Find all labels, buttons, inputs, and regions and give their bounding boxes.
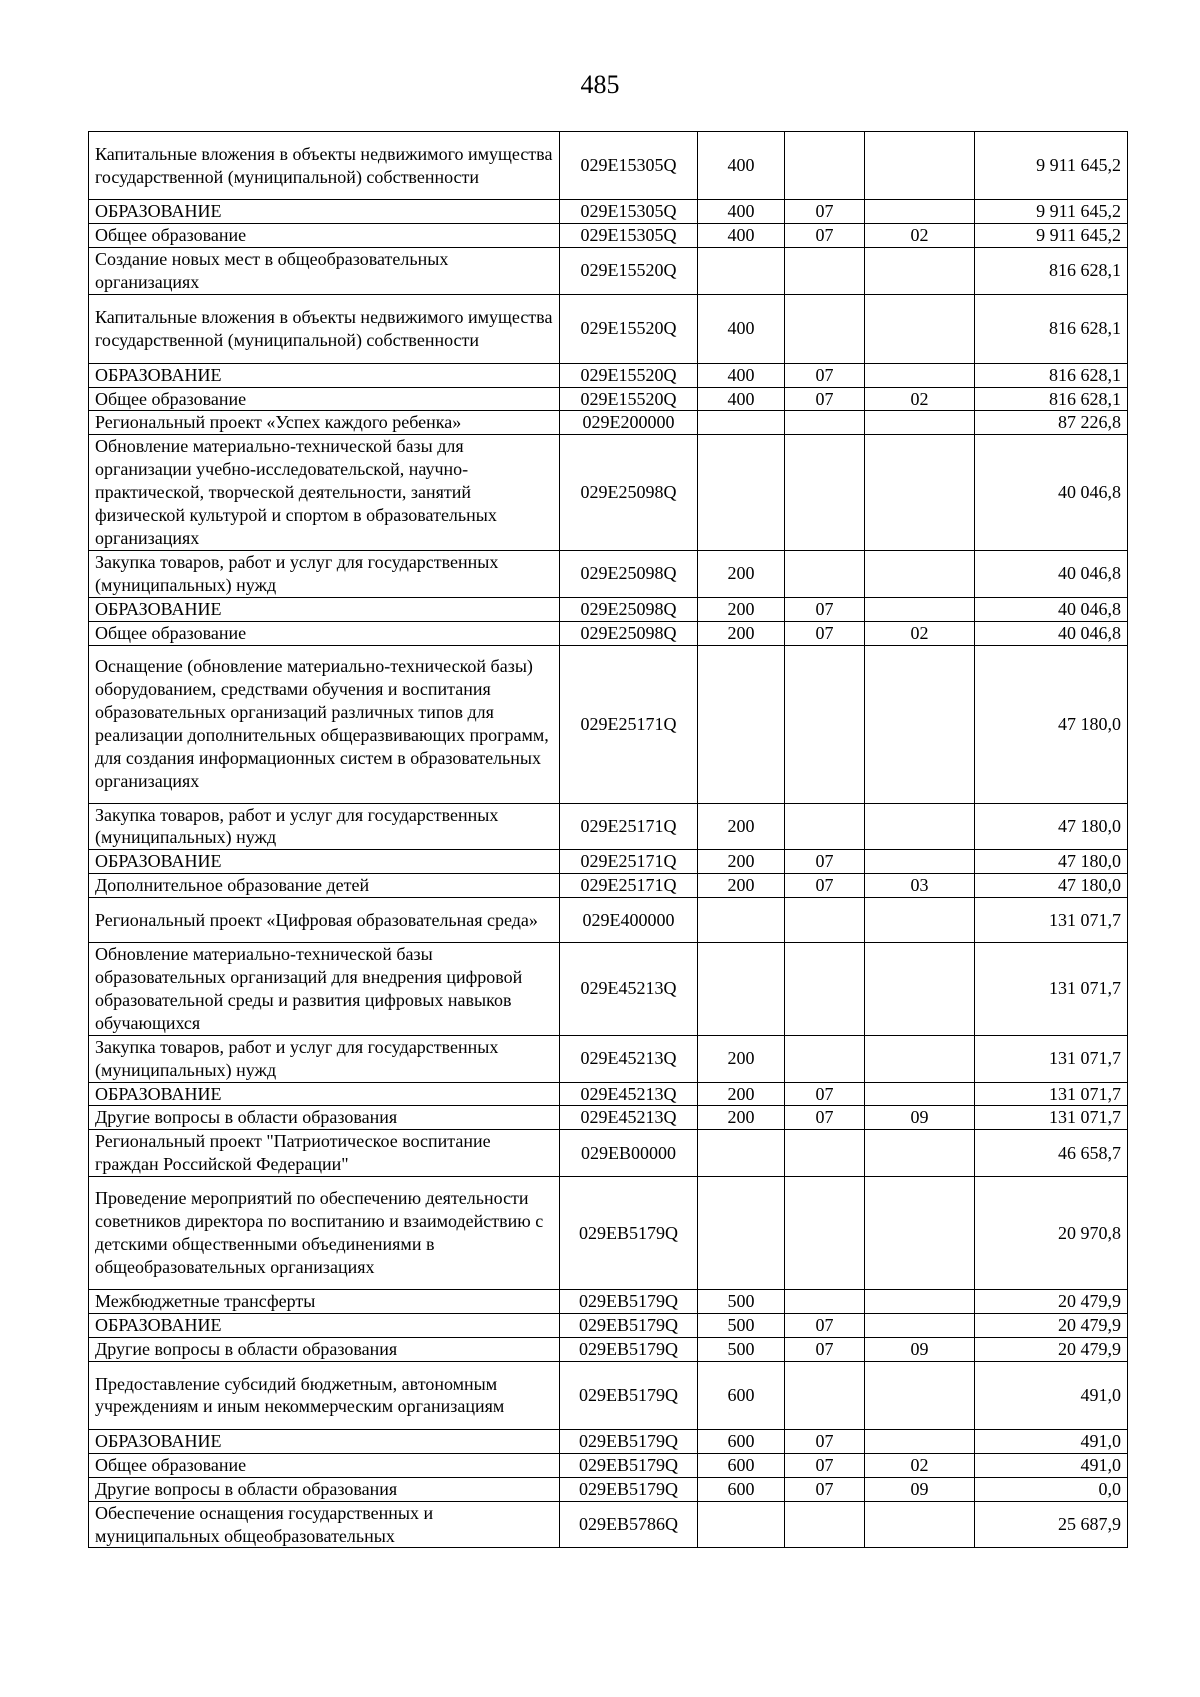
cell-expense-type <box>698 1501 785 1548</box>
cell-name: Дополнительное образование детей <box>89 874 560 898</box>
cell-section: 07 <box>785 223 865 247</box>
cell-target-article: 029EB5179Q <box>560 1177 698 1290</box>
cell-subsection <box>865 1177 975 1290</box>
table-row <box>89 943 1128 1036</box>
table-row <box>89 850 1128 874</box>
table-row <box>89 645 1128 803</box>
cell-name: Закупка товаров, работ и услуг для государственных (муниципальных) нужд <box>89 803 560 850</box>
cell-target-article: 029E15520Q <box>560 294 698 363</box>
table-row <box>89 1177 1128 1290</box>
cell-section: 07 <box>785 621 865 645</box>
cell-subsection <box>865 411 975 435</box>
table-row <box>89 1477 1128 1501</box>
cell-amount: 87 226,8 <box>975 411 1128 435</box>
cell-amount: 47 180,0 <box>975 645 1128 803</box>
cell-subsection: 02 <box>865 223 975 247</box>
cell-amount: 20 479,9 <box>975 1338 1128 1362</box>
cell-expense-type: 200 <box>698 1082 785 1106</box>
cell-amount: 816 628,1 <box>975 387 1128 411</box>
cell-target-article: 029E15520Q <box>560 387 698 411</box>
table-row <box>89 1314 1128 1338</box>
cell-subsection <box>865 1429 975 1453</box>
cell-subsection <box>865 1082 975 1106</box>
cell-name: Региональный проект "Патриотическое воспитание граждан Российской Федерации" <box>89 1130 560 1177</box>
table-body <box>89 132 1128 1548</box>
cell-amount: 46 658,7 <box>975 1130 1128 1177</box>
table-row <box>89 1290 1128 1314</box>
cell-amount: 491,0 <box>975 1361 1128 1429</box>
cell-section: 07 <box>785 1082 865 1106</box>
cell-amount: 9 911 645,2 <box>975 132 1128 200</box>
cell-name: ОБРАЗОВАНИЕ <box>89 363 560 387</box>
cell-section: 07 <box>785 1314 865 1338</box>
cell-name: ОБРАЗОВАНИЕ <box>89 1314 560 1338</box>
cell-name: Общее образование <box>89 387 560 411</box>
cell-expense-type <box>698 645 785 803</box>
cell-amount: 9 911 645,2 <box>975 223 1128 247</box>
cell-section <box>785 943 865 1036</box>
cell-section: 07 <box>785 200 865 224</box>
cell-name: Обновление материально-технической базы образовательных организаций для внедрения цифровой образовательной среды и развития цифровых навыков обучающихся <box>89 943 560 1036</box>
cell-expense-type <box>698 1130 785 1177</box>
cell-amount: 20 479,9 <box>975 1314 1128 1338</box>
cell-target-article: 029EB5179Q <box>560 1338 698 1362</box>
cell-name: Другие вопросы в области образования <box>89 1338 560 1362</box>
cell-expense-type: 600 <box>698 1361 785 1429</box>
cell-name: Проведение мероприятий по обеспечению деятельности советников директора по воспитанию и взаимодействию с детскими общественными объединениями в общеобразовательных организациях <box>89 1177 560 1290</box>
cell-amount: 131 071,7 <box>975 1106 1128 1130</box>
cell-target-article: 029E15305Q <box>560 132 698 200</box>
cell-section <box>785 1361 865 1429</box>
cell-name: Оснащение (обновление материально-технической базы) оборудованием, средствами обучения и воспитания образовательных организаций различных типов для реализации дополнительных общеразвивающих программ, для создания информационных систем в образовательных организациях <box>89 645 560 803</box>
cell-amount: 816 628,1 <box>975 294 1128 363</box>
cell-expense-type: 400 <box>698 223 785 247</box>
cell-section <box>785 1130 865 1177</box>
cell-name: Обеспечение оснащения государственных и муниципальных общеобразовательных <box>89 1501 560 1548</box>
cell-expense-type <box>698 247 785 294</box>
cell-name: Региональный проект «Цифровая образовательная среда» <box>89 898 560 943</box>
table-row <box>89 1082 1128 1106</box>
cell-section: 07 <box>785 850 865 874</box>
cell-amount: 131 071,7 <box>975 898 1128 943</box>
cell-section: 07 <box>785 1429 865 1453</box>
cell-subsection: 02 <box>865 387 975 411</box>
table-row <box>89 435 1128 551</box>
table-row <box>89 550 1128 597</box>
cell-name: ОБРАЗОВАНИЕ <box>89 1082 560 1106</box>
cell-expense-type: 200 <box>698 550 785 597</box>
cell-name: Закупка товаров, работ и услуг для государственных (муниципальных) нужд <box>89 550 560 597</box>
cell-expense-type: 400 <box>698 132 785 200</box>
cell-subsection: 09 <box>865 1477 975 1501</box>
cell-section: 07 <box>785 597 865 621</box>
cell-section <box>785 1035 865 1082</box>
table-row <box>89 621 1128 645</box>
table-row <box>89 1338 1128 1362</box>
cell-amount: 47 180,0 <box>975 850 1128 874</box>
cell-target-article: 029E25098Q <box>560 435 698 551</box>
cell-expense-type: 400 <box>698 363 785 387</box>
cell-expense-type: 400 <box>698 200 785 224</box>
cell-expense-type: 500 <box>698 1314 785 1338</box>
cell-amount: 40 046,8 <box>975 621 1128 645</box>
cell-expense-type <box>698 435 785 551</box>
table-row <box>89 1361 1128 1429</box>
cell-section: 07 <box>785 363 865 387</box>
cell-subsection <box>865 850 975 874</box>
table-row <box>89 294 1128 363</box>
cell-section <box>785 645 865 803</box>
cell-subsection <box>865 898 975 943</box>
cell-section: 07 <box>785 1477 865 1501</box>
cell-name: Обновление материально-технической базы для организации учебно-исследовательской, научно-практической, творческой деятельности, занятий физической культурой и спортом в образовательных организациях <box>89 435 560 551</box>
cell-target-article: 029E15305Q <box>560 200 698 224</box>
cell-target-article: 029E25171Q <box>560 874 698 898</box>
cell-name: Общее образование <box>89 621 560 645</box>
table-row <box>89 898 1128 943</box>
page-number: 485 <box>580 70 620 99</box>
cell-subsection: 02 <box>865 1453 975 1477</box>
cell-target-article: 029E15520Q <box>560 247 698 294</box>
cell-target-article: 029E25171Q <box>560 645 698 803</box>
cell-expense-type: 200 <box>698 621 785 645</box>
cell-expense-type <box>698 898 785 943</box>
cell-subsection <box>865 1290 975 1314</box>
cell-section <box>785 898 865 943</box>
cell-expense-type <box>698 1177 785 1290</box>
cell-target-article: 029E200000 <box>560 411 698 435</box>
cell-section: 07 <box>785 1106 865 1130</box>
cell-name: ОБРАЗОВАНИЕ <box>89 597 560 621</box>
cell-target-article: 029E15305Q <box>560 223 698 247</box>
cell-subsection <box>865 247 975 294</box>
cell-subsection <box>865 132 975 200</box>
table-row <box>89 200 1128 224</box>
cell-amount: 131 071,7 <box>975 1035 1128 1082</box>
cell-name: Общее образование <box>89 1453 560 1477</box>
cell-amount: 816 628,1 <box>975 247 1128 294</box>
cell-expense-type: 600 <box>698 1429 785 1453</box>
cell-subsection <box>865 363 975 387</box>
cell-section: 07 <box>785 1338 865 1362</box>
cell-target-article: 029EB5179Q <box>560 1429 698 1453</box>
cell-subsection: 09 <box>865 1106 975 1130</box>
cell-amount: 0,0 <box>975 1477 1128 1501</box>
cell-target-article: 029E45213Q <box>560 1035 698 1082</box>
cell-amount: 131 071,7 <box>975 1082 1128 1106</box>
table-row <box>89 1035 1128 1082</box>
cell-subsection <box>865 597 975 621</box>
cell-subsection: 02 <box>865 621 975 645</box>
cell-name: Другие вопросы в области образования <box>89 1477 560 1501</box>
cell-name: Региональный проект «Успех каждого ребенка» <box>89 411 560 435</box>
cell-target-article: 029EB5786Q <box>560 1501 698 1548</box>
cell-expense-type: 600 <box>698 1477 785 1501</box>
cell-target-article: 029E25098Q <box>560 621 698 645</box>
cell-expense-type: 400 <box>698 387 785 411</box>
cell-target-article: 029EB5179Q <box>560 1361 698 1429</box>
table-row <box>89 411 1128 435</box>
cell-subsection <box>865 1361 975 1429</box>
budget-table <box>88 131 1128 1548</box>
cell-target-article: 029EB5179Q <box>560 1290 698 1314</box>
cell-subsection <box>865 435 975 551</box>
cell-target-article: 029EB5179Q <box>560 1477 698 1501</box>
cell-target-article: 029E25171Q <box>560 850 698 874</box>
cell-subsection <box>865 803 975 850</box>
cell-target-article: 029E25171Q <box>560 803 698 850</box>
cell-section: 07 <box>785 1453 865 1477</box>
cell-name: Капитальные вложения в объекты недвижимого имущества государственной (муниципальной) собственности <box>89 294 560 363</box>
cell-target-article: 029E25098Q <box>560 597 698 621</box>
cell-section <box>785 435 865 551</box>
cell-subsection <box>865 294 975 363</box>
cell-name: Создание новых мест в общеобразовательных организациях <box>89 247 560 294</box>
cell-amount: 47 180,0 <box>975 874 1128 898</box>
table-row <box>89 803 1128 850</box>
cell-amount: 40 046,8 <box>975 597 1128 621</box>
cell-subsection: 09 <box>865 1338 975 1362</box>
cell-expense-type: 500 <box>698 1290 785 1314</box>
cell-target-article: 029EB5179Q <box>560 1314 698 1338</box>
table-row <box>89 223 1128 247</box>
cell-target-article: 029E400000 <box>560 898 698 943</box>
table-row <box>89 387 1128 411</box>
cell-subsection <box>865 1130 975 1177</box>
cell-section <box>785 411 865 435</box>
cell-amount: 40 046,8 <box>975 435 1128 551</box>
cell-name: Капитальные вложения в объекты недвижимого имущества государственной (муниципальной) собственности <box>89 132 560 200</box>
cell-target-article: 029E45213Q <box>560 943 698 1036</box>
cell-subsection <box>865 1314 975 1338</box>
cell-expense-type: 500 <box>698 1338 785 1362</box>
cell-expense-type <box>698 411 785 435</box>
table-row <box>89 874 1128 898</box>
cell-amount: 816 628,1 <box>975 363 1128 387</box>
cell-subsection <box>865 550 975 597</box>
cell-target-article: 029EB5179Q <box>560 1453 698 1477</box>
cell-target-article: 029E45213Q <box>560 1082 698 1106</box>
cell-name: Закупка товаров, работ и услуг для государственных (муниципальных) нужд <box>89 1035 560 1082</box>
cell-expense-type: 200 <box>698 1035 785 1082</box>
table-row <box>89 1453 1128 1477</box>
cell-section <box>785 803 865 850</box>
cell-section <box>785 550 865 597</box>
cell-target-article: 029EB00000 <box>560 1130 698 1177</box>
cell-subsection <box>865 645 975 803</box>
cell-expense-type: 200 <box>698 803 785 850</box>
cell-name: Общее образование <box>89 223 560 247</box>
cell-name: Предоставление субсидий бюджетным, автономным учреждениям и иным некоммерческим организациям <box>89 1361 560 1429</box>
cell-expense-type: 600 <box>698 1453 785 1477</box>
cell-subsection <box>865 200 975 224</box>
cell-amount: 131 071,7 <box>975 943 1128 1036</box>
cell-subsection: 03 <box>865 874 975 898</box>
cell-expense-type: 200 <box>698 1106 785 1130</box>
cell-name: ОБРАЗОВАНИЕ <box>89 200 560 224</box>
cell-subsection <box>865 943 975 1036</box>
cell-name: ОБРАЗОВАНИЕ <box>89 850 560 874</box>
cell-section <box>785 132 865 200</box>
cell-section <box>785 1290 865 1314</box>
cell-name: Другие вопросы в области образования <box>89 1106 560 1130</box>
cell-section <box>785 294 865 363</box>
cell-target-article: 029E15520Q <box>560 363 698 387</box>
cell-expense-type <box>698 943 785 1036</box>
cell-amount: 20 970,8 <box>975 1177 1128 1290</box>
table-row <box>89 1501 1128 1548</box>
table-row <box>89 597 1128 621</box>
cell-amount: 47 180,0 <box>975 803 1128 850</box>
table-row <box>89 1106 1128 1130</box>
cell-amount: 491,0 <box>975 1453 1128 1477</box>
cell-section: 07 <box>785 874 865 898</box>
cell-expense-type: 200 <box>698 850 785 874</box>
cell-section: 07 <box>785 387 865 411</box>
cell-subsection <box>865 1501 975 1548</box>
cell-amount: 25 687,9 <box>975 1501 1128 1548</box>
cell-amount: 9 911 645,2 <box>975 200 1128 224</box>
cell-expense-type: 400 <box>698 294 785 363</box>
table-row <box>89 247 1128 294</box>
cell-expense-type: 200 <box>698 597 785 621</box>
cell-amount: 491,0 <box>975 1429 1128 1453</box>
table-row <box>89 132 1128 200</box>
cell-target-article: 029E45213Q <box>560 1106 698 1130</box>
cell-expense-type: 200 <box>698 874 785 898</box>
table-row <box>89 1130 1128 1177</box>
cell-amount: 40 046,8 <box>975 550 1128 597</box>
cell-subsection <box>865 1035 975 1082</box>
table-row <box>89 1429 1128 1453</box>
cell-target-article: 029E25098Q <box>560 550 698 597</box>
cell-section <box>785 1177 865 1290</box>
cell-section <box>785 1501 865 1548</box>
cell-name: ОБРАЗОВАНИЕ <box>89 1429 560 1453</box>
cell-section <box>785 247 865 294</box>
table-row <box>89 363 1128 387</box>
cell-amount: 20 479,9 <box>975 1290 1128 1314</box>
cell-name: Межбюджетные трансферты <box>89 1290 560 1314</box>
